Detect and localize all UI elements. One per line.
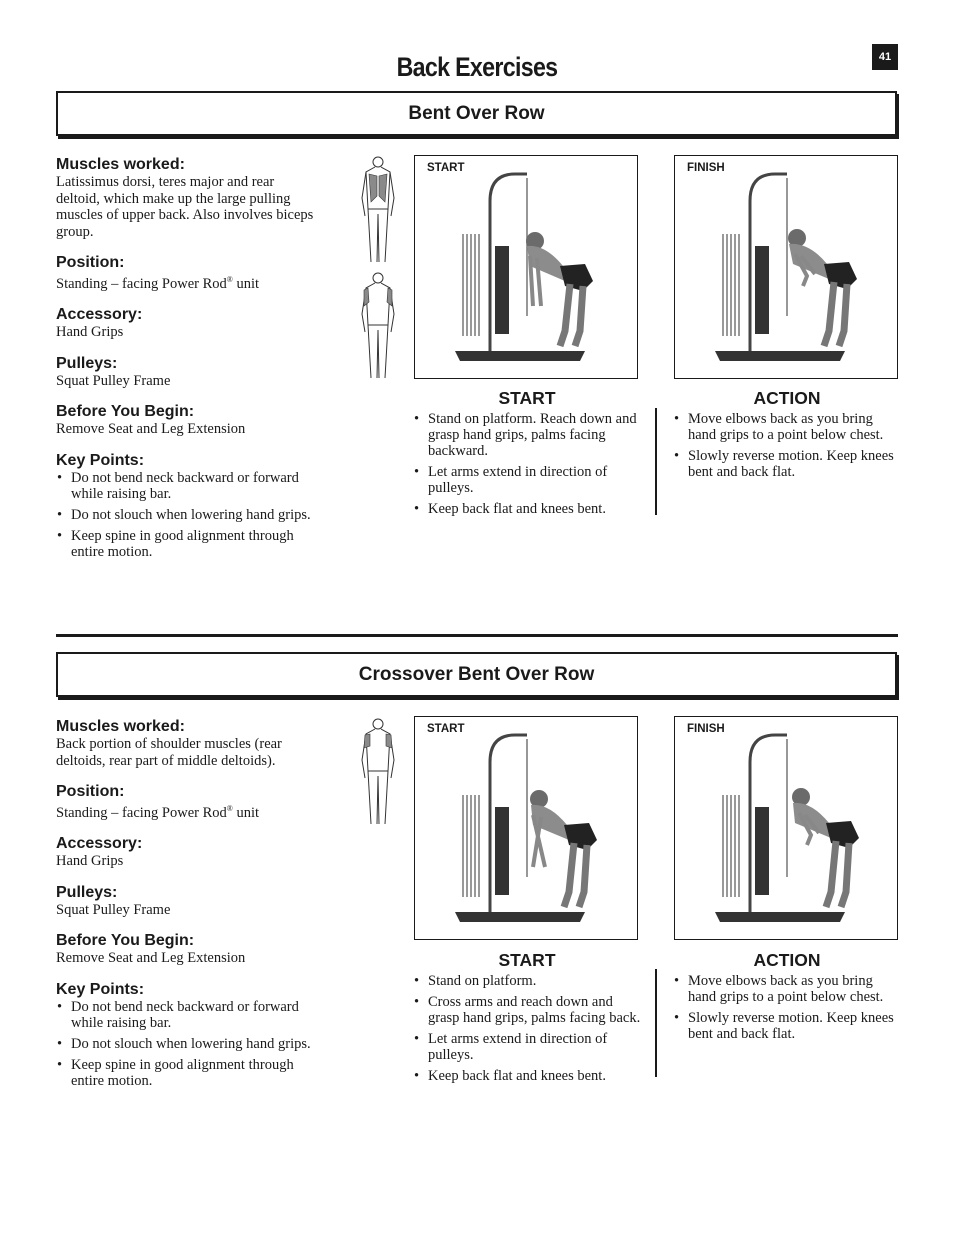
section-title-crossover-bent-over-row: Crossover Bent Over Row <box>56 652 897 697</box>
list-item: • Let arms extend in direction of pulleys. <box>413 1031 641 1063</box>
before-heading: Before You Begin: <box>56 932 195 950</box>
photo-label: FINISH <box>687 723 725 735</box>
list-item: • Cross arms and reach down and grasp hand grips, palms facing back. <box>413 994 641 1026</box>
action-list <box>673 411 901 480</box>
position-heading: Position: <box>56 254 125 271</box>
info-column-2 <box>56 718 318 1094</box>
muscle-figures-1 <box>356 154 400 389</box>
page-title: Back Exercises <box>396 52 558 82</box>
position-text: Standing – facing Power Rod® unit <box>56 275 260 292</box>
start-heading: START <box>498 388 556 408</box>
pulleys-heading: Pulleys: <box>56 883 118 901</box>
muscles-text: Back portion of shoulder muscles (rear deltoids, rear part of middle deltoids). <box>56 736 282 769</box>
page-number: 41 <box>872 44 898 70</box>
list-item: • Stand on platform. Reach down and grasp hand grips, palms facing backward. <box>413 411 641 459</box>
position-text: Standing – facing Power Rod® unit <box>56 804 260 821</box>
exercise-start-image <box>415 717 637 939</box>
action-column-2 <box>673 951 901 1047</box>
muscle-figures-2 <box>356 716 400 833</box>
start-column-1 <box>413 389 641 522</box>
exercise-finish-image <box>675 156 897 378</box>
accessory-text: Hand Grips <box>56 324 124 341</box>
list-item: • Move elbows back as you bring hand grips to a point below chest. <box>673 973 901 1005</box>
photo-label: FINISH <box>687 162 725 174</box>
position-heading: Position: <box>56 783 125 800</box>
action-column-1 <box>673 389 901 485</box>
anatomy-figure-icon <box>356 716 400 828</box>
photo-start-2 <box>414 716 638 940</box>
photo-start-1 <box>414 155 638 379</box>
key-points-heading: Key Points: <box>56 451 145 469</box>
list-item: • Do not slouch when lowering hand grips. <box>56 507 318 523</box>
column-divider <box>655 408 657 515</box>
muscles-text: Latissimus dorsi, teres major and rear deltoid, which make up the large pulling muscles of upper back. Also involves biceps group. <box>56 174 314 240</box>
photo-finish-2 <box>674 716 898 940</box>
action-list <box>673 973 901 1042</box>
section-title-bent-over-row: Bent Over Row <box>56 91 897 136</box>
list-item: • Keep spine in good alignment through entire motion. <box>56 1057 318 1089</box>
key-points-list <box>56 470 318 560</box>
list-item: • Do not bend neck backward or forward while raising bar. <box>56 470 318 502</box>
section-divider <box>56 634 898 637</box>
pulleys-text: Squat Pulley Frame <box>56 372 171 389</box>
photo-label: START <box>427 162 465 174</box>
list-item: • Let arms extend in direction of pulleys. <box>413 464 641 496</box>
pulleys-text: Squat Pulley Frame <box>56 901 171 918</box>
info-column-1 <box>56 156 318 565</box>
exercise-finish-image <box>675 717 897 939</box>
photo-finish-1 <box>674 155 898 379</box>
start-heading: START <box>498 950 556 970</box>
pulleys-heading: Pulleys: <box>56 354 118 372</box>
anatomy-figure-icon <box>356 154 400 384</box>
list-item: • Move elbows back as you bring hand grips to a point below chest. <box>673 411 901 443</box>
accessory-heading: Accessory: <box>56 835 143 853</box>
muscles-heading: Muscles worked: <box>56 718 185 735</box>
key-points-heading: Key Points: <box>56 980 145 998</box>
list-item: • Keep back flat and knees bent. <box>413 501 641 517</box>
list-item: • Do not bend neck backward or forward while raising bar. <box>56 999 318 1031</box>
before-text: Remove Seat and Leg Extension <box>56 950 246 967</box>
accessory-heading: Accessory: <box>56 306 143 324</box>
list-item: • Slowly reverse motion. Keep knees bent and back flat. <box>673 448 901 480</box>
muscles-heading: Muscles worked: <box>56 156 185 173</box>
photo-label: START <box>427 723 465 735</box>
start-list <box>413 973 641 1084</box>
action-heading: ACTION <box>753 388 821 408</box>
list-item: • Do not slouch when lowering hand grips. <box>56 1036 318 1052</box>
column-divider <box>655 969 657 1077</box>
before-heading: Before You Begin: <box>56 403 195 421</box>
accessory-text: Hand Grips <box>56 853 124 870</box>
action-heading: ACTION <box>753 950 821 970</box>
before-text: Remove Seat and Leg Extension <box>56 421 246 438</box>
exercise-start-image <box>415 156 637 378</box>
list-item: • Keep spine in good alignment through entire motion. <box>56 528 318 560</box>
list-item: • Keep back flat and knees bent. <box>413 1068 641 1084</box>
start-list <box>413 411 641 517</box>
key-points-list <box>56 999 318 1089</box>
start-column-2 <box>413 951 641 1089</box>
list-item: • Stand on platform. <box>413 973 641 989</box>
list-item: • Slowly reverse motion. Keep knees bent and back flat. <box>673 1010 901 1042</box>
